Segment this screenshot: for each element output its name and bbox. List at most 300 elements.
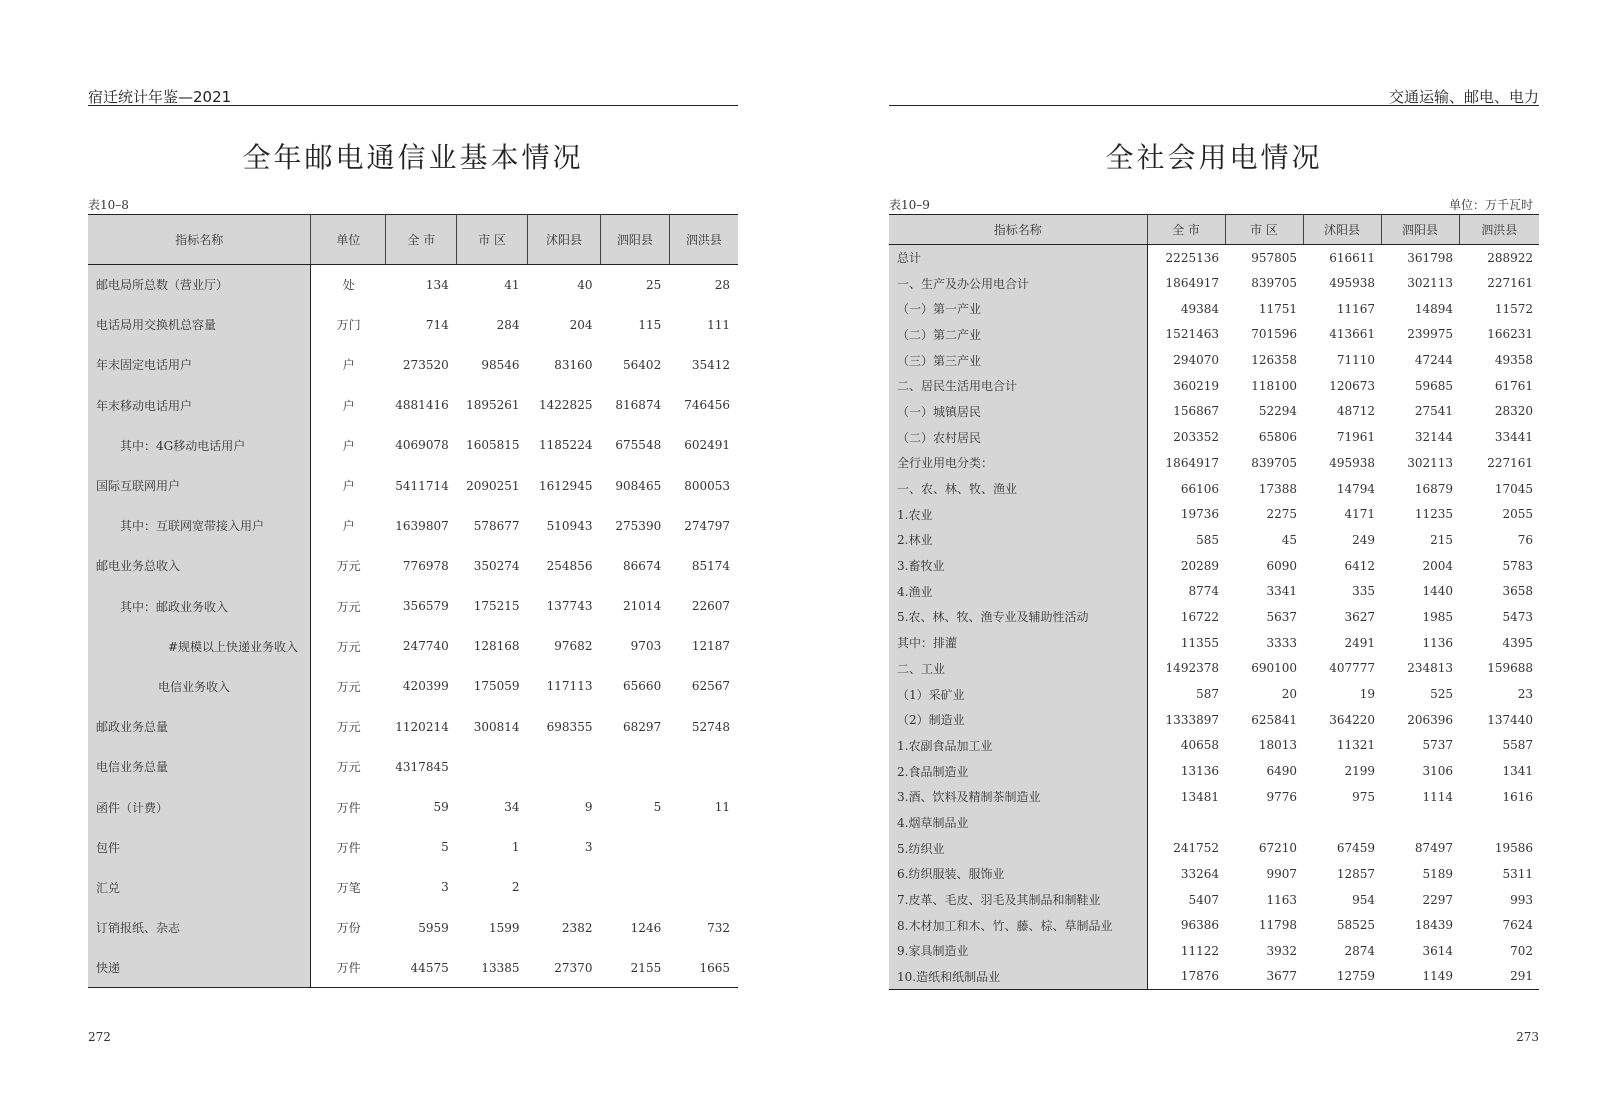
table-cell: 6490 [1266, 764, 1297, 779]
table-cell: 5 [653, 800, 662, 815]
column-header: 沭阳县 [528, 215, 601, 265]
table-cell: 2199 [1344, 764, 1375, 779]
row-unit: 户 [342, 479, 355, 494]
table-cell [1225, 810, 1303, 836]
table-cell: 2297 [1422, 892, 1453, 907]
table-cell: 602491 [684, 438, 730, 453]
table-cell: 1612945 [539, 478, 593, 493]
table-cell: 5 [441, 840, 449, 855]
table-cell: 11321 [1336, 738, 1375, 753]
table-cell: 275390 [615, 518, 662, 533]
row-label: （一）第一产业 [889, 296, 1147, 322]
table-row [889, 681, 1539, 707]
table-cell: 3 [441, 880, 449, 895]
column-header: 全 市 [1147, 215, 1225, 245]
table-cell: 1136 [1422, 635, 1453, 650]
table-row [889, 245, 1539, 271]
table-cell: 3614 [1422, 943, 1453, 958]
table-row [889, 501, 1539, 527]
table-row [889, 912, 1539, 938]
table-cell: 1895261 [466, 398, 520, 413]
table-cell: 76 [1517, 532, 1533, 547]
table-cell: 5959 [418, 920, 449, 935]
table-cell: 302113 [1407, 276, 1453, 291]
running-head-left [88, 84, 738, 106]
table-cell: 35412 [691, 357, 730, 372]
table-cell: 62567 [691, 679, 730, 694]
row-label: 其中：4G移动电话用户 [88, 425, 311, 465]
row-label: 1.农业 [889, 501, 1147, 527]
row-label: #规模以上快递业务收入 [88, 626, 311, 666]
table-cell: 274797 [684, 518, 730, 533]
row-label: 函件（计费） [88, 787, 311, 827]
table-row [889, 835, 1539, 861]
row-label: 电话局用交换机总容量 [88, 305, 311, 345]
table-cell [600, 867, 669, 907]
table-cell: 3932 [1266, 943, 1297, 958]
table-cell: 993 [1510, 892, 1533, 907]
table-cell: 3677 [1266, 969, 1297, 984]
unit-note: 单位：万千瓦时 [1448, 198, 1533, 212]
table-cell: 2491 [1344, 635, 1375, 650]
table-cell: 364220 [1329, 712, 1375, 727]
table-cell: 25 [645, 277, 662, 292]
table-cell [669, 867, 738, 907]
table-cell: 1341 [1502, 764, 1533, 779]
table-cell: 166231 [1487, 327, 1533, 342]
table-cell: 11798 [1258, 918, 1297, 933]
table-cell: 3 [584, 840, 593, 855]
table-cell: 27370 [554, 960, 593, 975]
table-cell [600, 827, 669, 867]
table-cell: 33441 [1494, 430, 1533, 445]
table-cell: 5473 [1502, 609, 1533, 624]
right-page [889, 0, 1539, 1099]
running-head-text: 交通运输、邮电、电力 [1388, 88, 1539, 106]
table-cell: 137743 [546, 599, 593, 614]
table-row [889, 322, 1539, 348]
table-cell: 206396 [1407, 712, 1453, 727]
table-cell: 1599 [489, 920, 520, 935]
table-cell: 954 [1352, 892, 1375, 907]
column-header: 泗阳县 [600, 215, 669, 265]
table-cell: 5407 [1188, 892, 1219, 907]
table-cell: 616611 [1329, 250, 1375, 265]
row-label: 1.农副食品加工业 [889, 733, 1147, 759]
row-unit: 万元 [336, 720, 361, 735]
row-label: 邮政业务总量 [88, 707, 311, 747]
row-label: （1）采矿业 [889, 681, 1147, 707]
table-cell: 578677 [473, 518, 520, 533]
row-label: 10.造纸和纸制品业 [889, 964, 1147, 990]
table-cell: 49384 [1180, 301, 1219, 316]
table-row [88, 908, 738, 948]
table-cell: 44575 [410, 960, 449, 975]
table-cell: 215 [1430, 532, 1453, 547]
row-unit: 万份 [336, 921, 361, 936]
table-cell: 11572 [1494, 301, 1533, 316]
table-cell: 1521463 [1165, 327, 1219, 342]
table-cell [1147, 810, 1225, 836]
table-cell: 6090 [1266, 558, 1297, 573]
table-cell: 12857 [1336, 866, 1375, 881]
table-cell: 5189 [1422, 866, 1453, 881]
table-cell: 120673 [1329, 378, 1375, 393]
table-row [88, 827, 738, 867]
row-unit: 万件 [336, 840, 361, 855]
row-label: 年末固定电话用户 [88, 345, 311, 385]
table-cell: 1120214 [395, 719, 449, 734]
table-cell: 302113 [1407, 455, 1453, 470]
row-label: 汇兑 [88, 867, 311, 907]
table-cell: 18013 [1258, 738, 1297, 753]
table-cell: 495938 [1329, 276, 1375, 291]
table-cell: 96386 [1180, 918, 1219, 933]
table-cell: 61761 [1494, 378, 1533, 393]
table-row [889, 733, 1539, 759]
table-cell: 585 [1196, 532, 1219, 547]
running-head-right [889, 84, 1539, 106]
table-cell: 3333 [1266, 635, 1297, 650]
column-header: 沭阳县 [1303, 215, 1381, 245]
table-cell: 9 [584, 800, 593, 815]
row-label: 8.木材加工和木、竹、藤、棕、草制品业 [889, 912, 1147, 938]
table-cell: 128168 [473, 639, 520, 654]
row-label: 7.皮革、毛皮、羽毛及其制品和制鞋业 [889, 887, 1147, 913]
table-cell: 32144 [1414, 430, 1453, 445]
table-cell: 12759 [1336, 969, 1375, 984]
table-cell: 1333897 [1165, 712, 1219, 727]
table-cell: 175215 [473, 599, 520, 614]
table-cell: 22607 [691, 599, 730, 614]
table-cell: 698355 [546, 719, 593, 734]
table-cell: 2155 [630, 960, 662, 975]
table-row [889, 476, 1539, 502]
row-unit: 户 [342, 438, 355, 453]
table-cell: 34 [504, 800, 520, 815]
table-row [889, 938, 1539, 964]
table-cell: 587 [1196, 687, 1219, 702]
table-row [889, 527, 1539, 553]
row-unit: 万元 [336, 679, 361, 694]
table-row [889, 887, 1539, 913]
table-cell: 134 [425, 277, 449, 292]
row-label: 订销报纸、杂志 [88, 908, 311, 948]
table-cell: 16722 [1180, 609, 1219, 624]
table-cell: 1149 [1422, 969, 1453, 984]
page-number: 273 [1516, 1030, 1539, 1044]
table-row [889, 450, 1539, 476]
table-cell: 361798 [1407, 250, 1453, 265]
table-cell: 4171 [1344, 507, 1375, 522]
row-unit: 户 [342, 358, 355, 373]
table-cell: 19586 [1494, 841, 1533, 856]
table-cell: 14794 [1336, 481, 1375, 496]
table-cell: 13481 [1180, 789, 1219, 804]
table-cell: 175059 [473, 679, 520, 694]
row-unit: 万件 [336, 961, 361, 976]
table-cell: 98546 [481, 357, 520, 372]
row-unit: 万件 [336, 800, 361, 815]
table-cell: 13136 [1180, 764, 1219, 779]
table-cell: 11122 [1180, 943, 1219, 958]
table-cell: 11235 [1414, 507, 1453, 522]
row-label: （2）制造业 [889, 707, 1147, 733]
table-row [88, 707, 738, 747]
table-cell: 1440 [1422, 584, 1453, 599]
table-cell: 2382 [561, 920, 593, 935]
table-cell: 97682 [554, 639, 593, 654]
table-cell: 3341 [1266, 584, 1297, 599]
telecom-table [88, 214, 738, 988]
row-label: 电信业务收入 [88, 666, 311, 706]
table-cell: 5311 [1502, 866, 1533, 881]
column-header: 市 区 [1225, 215, 1303, 245]
table-cell: 85174 [691, 558, 730, 573]
table-cell: 5411714 [395, 478, 449, 493]
table-cell: 1163 [1266, 892, 1297, 907]
table-cell: 19736 [1180, 507, 1219, 522]
row-label: 4.渔业 [889, 578, 1147, 604]
table-number: 表10–9 [889, 198, 930, 212]
table-cell: 675548 [615, 438, 662, 453]
table-cell: 291 [1510, 969, 1533, 984]
table-cell: 159688 [1487, 661, 1533, 676]
row-label: 二、居民生活用电合计 [889, 373, 1147, 399]
table-cell: 288922 [1487, 250, 1533, 265]
row-unit: 万元 [336, 639, 361, 654]
table-row [88, 506, 738, 546]
row-label: （二）农村居民 [889, 424, 1147, 450]
table-row [889, 861, 1539, 887]
table-cell: 360219 [1173, 378, 1219, 393]
row-unit: 户 [342, 519, 355, 534]
column-header: 指标名称 [88, 215, 311, 265]
table-cell [528, 747, 601, 787]
row-label: （二）第二产业 [889, 322, 1147, 348]
table-row [88, 666, 738, 706]
table-cell: 1114 [1422, 789, 1453, 804]
table-cell: 525 [1430, 687, 1453, 702]
table-cell: 68297 [623, 719, 662, 734]
table-cell: 839705 [1251, 455, 1297, 470]
table-cell [1459, 810, 1539, 836]
table-cell: 115 [638, 317, 662, 332]
table-row [889, 553, 1539, 579]
table-row [889, 270, 1539, 296]
table-cell: 714 [425, 317, 449, 332]
table-cell: 2055 [1502, 507, 1533, 522]
row-unit: 万元 [336, 599, 361, 614]
table-cell: 1639807 [395, 518, 449, 533]
table-cell: 3627 [1344, 609, 1375, 624]
table-cell: 732 [707, 920, 730, 935]
row-label: 快递 [88, 948, 311, 988]
table-cell: 65660 [623, 679, 662, 694]
table-cell: 356579 [402, 599, 449, 614]
table-row [889, 630, 1539, 656]
table-cell: 249 [1352, 532, 1375, 547]
table-cell: 17876 [1180, 969, 1219, 984]
row-label: 5.纺织业 [889, 835, 1147, 861]
row-label: 6.纺织服装、服饰业 [889, 861, 1147, 887]
table-cell: 1 [511, 840, 520, 855]
table-row [889, 810, 1539, 836]
table-cell: 67459 [1336, 841, 1375, 856]
table-cell: 1864917 [1165, 276, 1219, 291]
row-label: 5.农、林、牧、渔专业及辅助性活动 [889, 604, 1147, 630]
row-unit: 户 [342, 398, 355, 413]
table-cell: 65806 [1258, 430, 1297, 445]
table-cell: 234813 [1407, 661, 1453, 676]
table-cell: 19 [1359, 687, 1375, 702]
table-cell: 4395 [1502, 635, 1533, 650]
table-cell: 800053 [684, 478, 730, 493]
row-label: 年末移动电话用户 [88, 385, 311, 425]
table-cell: 5737 [1422, 738, 1453, 753]
table-cell [457, 747, 528, 787]
table-cell: 118100 [1251, 378, 1297, 393]
row-label: 国际互联网用户 [88, 465, 311, 505]
row-unit: 处 [342, 278, 355, 293]
table-row [88, 425, 738, 465]
row-label: 一、生产及办公用电合计 [889, 270, 1147, 296]
table-cell: 40 [577, 277, 593, 292]
table-cell: 204 [569, 317, 593, 332]
table-cell: 28 [714, 277, 730, 292]
table-cell: 510943 [546, 518, 593, 533]
table-cell: 247740 [402, 639, 449, 654]
table-row [889, 578, 1539, 604]
table-number: 表10–8 [88, 198, 129, 212]
table-row [889, 399, 1539, 425]
table-cell: 11751 [1258, 301, 1297, 316]
table-cell: 273520 [402, 357, 449, 372]
row-label: 包件 [88, 827, 311, 867]
table-cell: 28320 [1494, 404, 1533, 419]
table-cell [669, 827, 738, 867]
table-cell: 839705 [1251, 276, 1297, 291]
row-label: 其中：邮政业务收入 [88, 586, 311, 626]
table-cell: 40658 [1180, 738, 1219, 753]
table-cell: 625841 [1251, 712, 1297, 727]
table-cell: 13385 [481, 960, 520, 975]
column-header: 泗洪县 [669, 215, 738, 265]
table-cell: 66106 [1180, 481, 1219, 496]
table-cell: 776978 [402, 558, 449, 573]
table-cell: 702 [1510, 943, 1533, 958]
table-row [889, 347, 1539, 373]
table-row [889, 758, 1539, 784]
table-cell: 7624 [1502, 918, 1533, 933]
table-cell: 227161 [1487, 276, 1533, 291]
table-cell: 9776 [1266, 789, 1297, 804]
column-header: 泗洪县 [1459, 215, 1539, 245]
page-title: 全社会用电情况 [1105, 141, 1323, 174]
table-row [88, 265, 738, 305]
table-cell: 87497 [1414, 841, 1453, 856]
table-row [889, 964, 1539, 990]
table-cell: 2 [511, 880, 520, 895]
table-cell: 1492378 [1165, 661, 1219, 676]
table-cell: 83160 [554, 357, 593, 372]
table-header-row [88, 215, 738, 265]
table-cell: 4881416 [395, 398, 449, 413]
table-cell: 17388 [1258, 481, 1297, 496]
table-cell: 20289 [1180, 558, 1219, 573]
table-cell: 908465 [615, 478, 662, 493]
table-cell: 1985 [1422, 609, 1453, 624]
table-cell: 1422825 [539, 398, 593, 413]
page-number: 272 [88, 1030, 111, 1044]
table-row [88, 867, 738, 907]
row-label: 2.食品制造业 [889, 758, 1147, 784]
table-cell: 5637 [1266, 609, 1297, 624]
table-cell: 59 [433, 800, 449, 815]
table-cell: 350274 [473, 558, 520, 573]
table-cell: 227161 [1487, 455, 1533, 470]
table-row [88, 345, 738, 385]
table-cell: 4069078 [395, 438, 449, 453]
table-cell: 241752 [1173, 841, 1219, 856]
table-cell: 67210 [1258, 841, 1297, 856]
column-header: 市 区 [457, 215, 528, 265]
table-cell: 5587 [1502, 738, 1533, 753]
table-cell: 495938 [1329, 455, 1375, 470]
table-cell: 9703 [630, 639, 662, 654]
table-cell: 49358 [1494, 353, 1533, 368]
row-label: 其中：互联网宽带接入用户 [88, 506, 311, 546]
table-cell [528, 867, 601, 907]
table-cell: 117113 [546, 679, 593, 694]
table-cell: 11355 [1180, 635, 1219, 650]
row-label: 全行业用电分类： [889, 450, 1147, 476]
table-row [889, 784, 1539, 810]
table-cell: 5783 [1502, 558, 1533, 573]
table-cell: 2090251 [466, 478, 520, 493]
table-cell: 975 [1352, 789, 1375, 804]
table-cell: 27541 [1414, 404, 1453, 419]
table-cell: 18439 [1414, 918, 1453, 933]
table-cell: 59685 [1414, 378, 1453, 393]
table-cell: 71110 [1336, 353, 1375, 368]
table-row [88, 626, 738, 666]
table-cell: 126358 [1251, 353, 1297, 368]
table-cell: 8774 [1188, 584, 1219, 599]
row-label: 2.林业 [889, 527, 1147, 553]
row-label: 总计 [889, 245, 1147, 271]
table-cell: 407777 [1329, 661, 1375, 676]
table-row [88, 948, 738, 988]
table-cell: 420399 [402, 679, 449, 694]
left-page [88, 0, 738, 1099]
table-cell: 12187 [691, 639, 730, 654]
table-row [889, 656, 1539, 682]
running-head-text: 宿迁统计年鉴—2021 [88, 88, 232, 106]
electricity-table [889, 214, 1539, 990]
table-cell: 52294 [1258, 404, 1297, 419]
table-cell: 21014 [623, 599, 662, 614]
table-header-row [889, 215, 1539, 245]
table-cell: 203352 [1173, 430, 1219, 445]
table-cell: 957805 [1251, 250, 1297, 265]
row-unit: 万门 [336, 318, 361, 333]
column-header: 指标名称 [889, 215, 1147, 245]
table-cell: 1864917 [1165, 455, 1219, 470]
table-row [88, 586, 738, 626]
table-cell: 41 [504, 277, 520, 292]
table-row [88, 787, 738, 827]
